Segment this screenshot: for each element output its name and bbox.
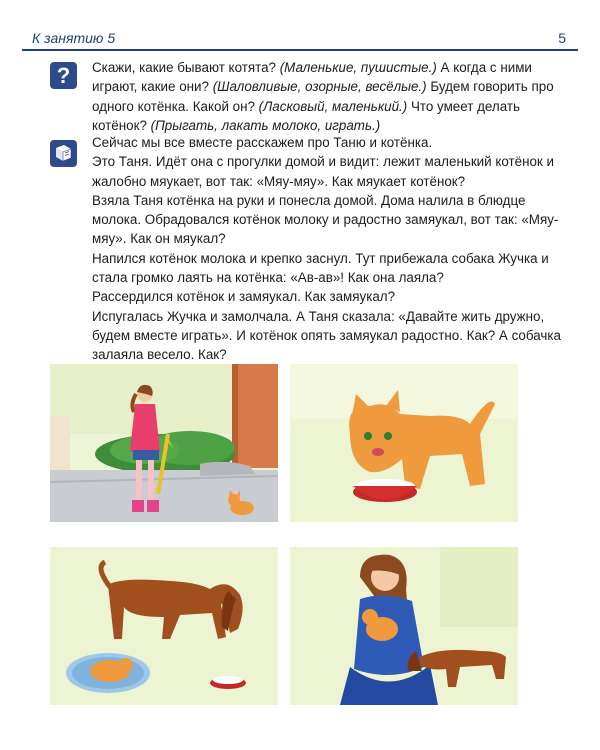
picture-kitten-drinks-milk — [290, 364, 518, 522]
questions-text — [92, 58, 562, 135]
question-2: А когда с ними играют, какие они? — [92, 60, 532, 95]
header-rule — [22, 49, 578, 51]
question-4: Что умеет делать котёнок? — [92, 98, 521, 133]
story-line-2: Взяла Таня котёнка на руки и понесла домой. Дома налила в блюдце молока. Обрадовался котёнок молоку и радостно замяукал, вот так: «Мяу-мяу». Как он мяукал? — [92, 192, 559, 247]
answer-4: (Прыгать, лакать молоко, играть.) — [150, 117, 381, 133]
story-line-4: Рассердился котёнок и замяукал. Как замяукал? — [92, 289, 396, 305]
questions-paragraph — [92, 58, 562, 135]
question-1: Скажи, какие бывают котята? — [92, 60, 276, 75]
page-header — [22, 28, 578, 50]
picture-dog-and-sleeping-kitten — [50, 547, 278, 705]
story-paragraph — [92, 133, 562, 365]
answer-3: (Ласковый, маленький.) — [258, 98, 408, 114]
answer-2: (Шаловливые, озорные, весёлые.) — [212, 79, 427, 95]
question-3: Будем говорить про одного котёнка. Какой он? — [92, 79, 554, 114]
story-line-5: Испугалась Жучка и замолчала. А Таня сказала: «Давайте жить дружно, будем вместе играть». И котёнок опять замяукал радостно. Как? А собачка залаяла весело. Как? — [92, 308, 561, 363]
picture-tanya-holds-kitten — [290, 547, 518, 705]
story-line-1: Это Таня. Идёт она с прогулки домой и видит: лежит маленький котёнок и жалобно мяукает, вот так: «Мяу-мяу». Как мяукает котёнок? — [92, 154, 554, 189]
page-number: 5 — [558, 30, 566, 46]
picture-tanya-finds-kitten — [50, 364, 278, 522]
lesson-label: К занятию 5 — [32, 30, 116, 46]
question-mark: ? — [56, 63, 71, 88]
book-icon — [50, 140, 77, 167]
question-icon — [50, 62, 77, 89]
story-line-3: Напился котёнок молока и крепко заснул. Тут прибежала собака Жучка и стала громко лаять на котёнка: «Ав-ав»! Как она лаяла? — [92, 250, 549, 286]
answer-1: (Маленькие, пушистые.) — [279, 60, 437, 75]
story-intro: Сейчас мы все вместе расскажем про Таню и котёнка. — [92, 135, 433, 150]
